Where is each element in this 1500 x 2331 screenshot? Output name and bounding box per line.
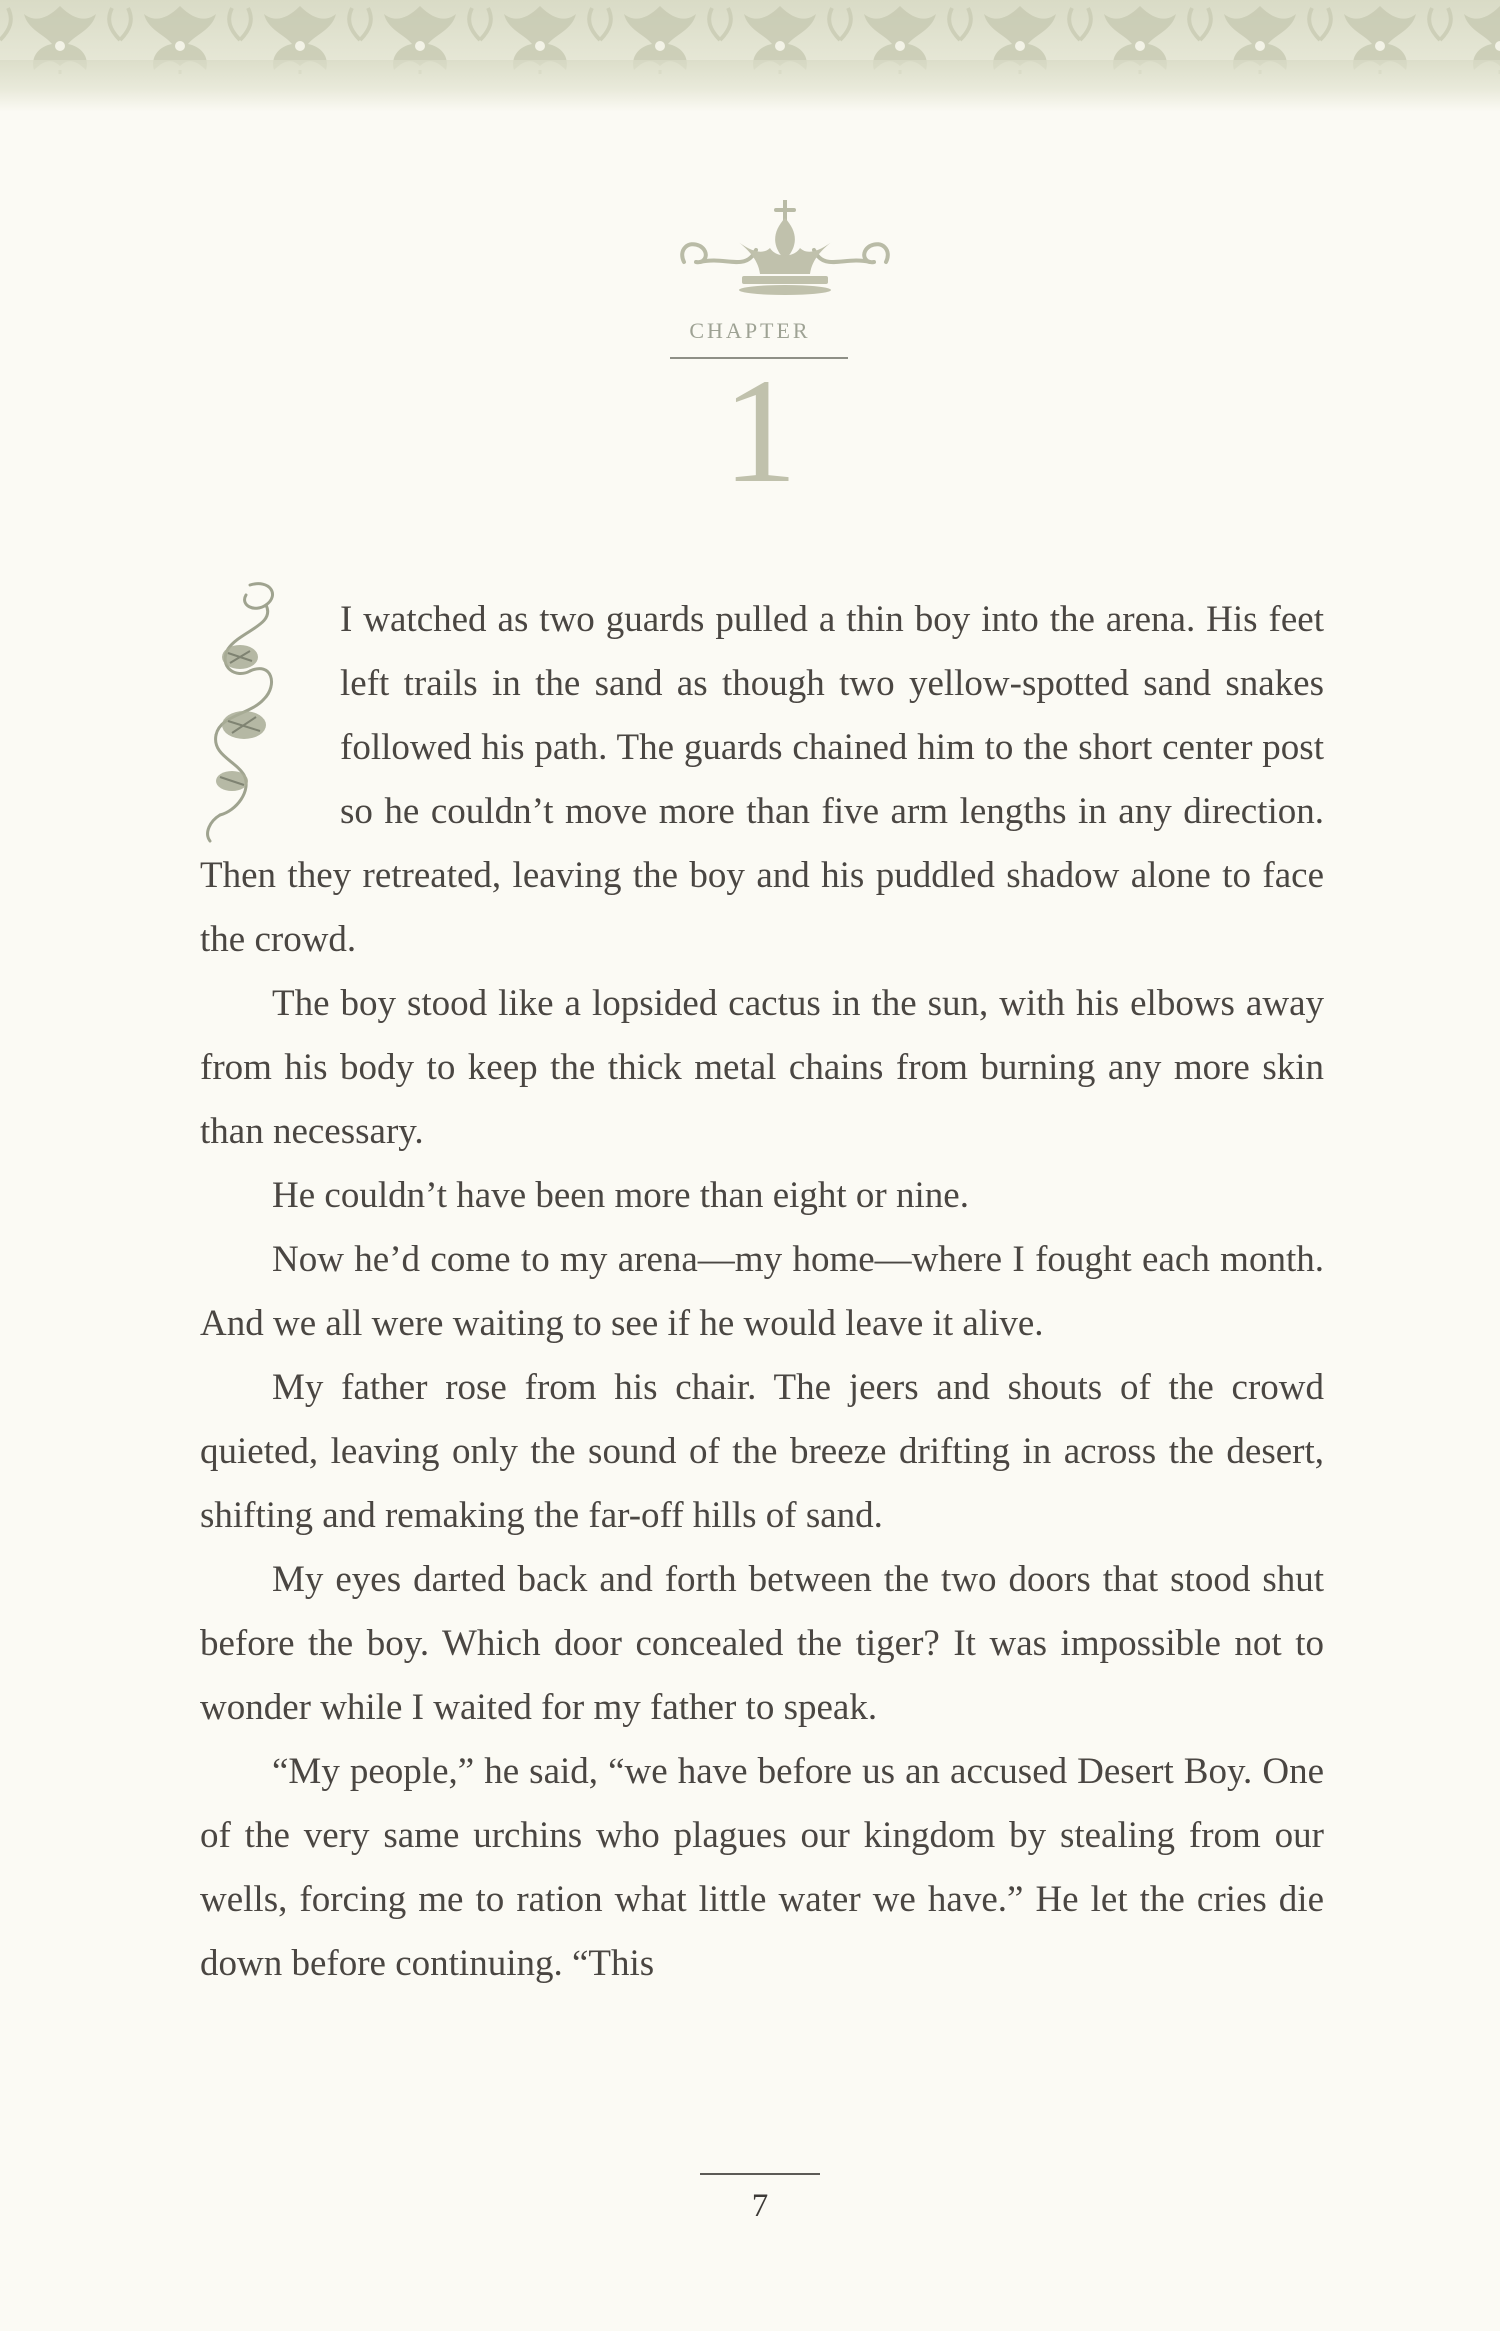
paragraph-3: He couldn’t have been more than eight or nine. bbox=[272, 1175, 969, 1216]
drop-cap-space bbox=[200, 588, 340, 844]
paragraph-7: “My people,” he said, “we have before us an accused Desert Boy. One of the very same urchins who plagues our kingdom by stealing from our wells, forcing me to ration what little water we have.” He let the cries die down before continuing. “This bbox=[200, 1751, 1324, 1984]
paragraph-5: My father rose from his chair. The jeers and shouts of the crowd quieted, leaving only the sound of the breeze drifting in across the desert, shifting and remaking the far-off hills of sand. bbox=[200, 1367, 1324, 1536]
decorative-top-border bbox=[0, 0, 1500, 112]
footer-divider bbox=[700, 2173, 820, 2175]
paragraph-2: The boy stood like a lopsided cactus in the sun, with his elbows away from his body to keep the thick metal chains from burning any more skin than necessary. bbox=[200, 983, 1324, 1152]
crown-ornament-icon bbox=[676, 200, 894, 296]
chapter-label: CHAPTER bbox=[689, 318, 811, 343]
paragraph-6: My eyes darted back and forth between the two doors that stood shut before the boy. Which door concealed the tiger? It was impossible not to wonder while I waited for my father to speak. bbox=[200, 1559, 1324, 1728]
chapter-number: 1 bbox=[722, 348, 798, 514]
chapter-body-text bbox=[200, 588, 1324, 1996]
paragraph-4: Now he’d come to my arena—my home—where I fought each month. And we all were waiting to see if he would leave it alive. bbox=[200, 1239, 1324, 1344]
paragraph-1: I watched as two guards pulled a thin boy into the arena. His feet left trails in the sand as though two yellow-spotted sand snakes followed his path. The guards chained him to the short center post so he couldn’t move more than five arm lengths in any direction. Then they retreated, leaving the boy and his puddled shadow alone to face the crowd. bbox=[200, 588, 1324, 972]
page-number: 7 bbox=[751, 2188, 769, 2224]
